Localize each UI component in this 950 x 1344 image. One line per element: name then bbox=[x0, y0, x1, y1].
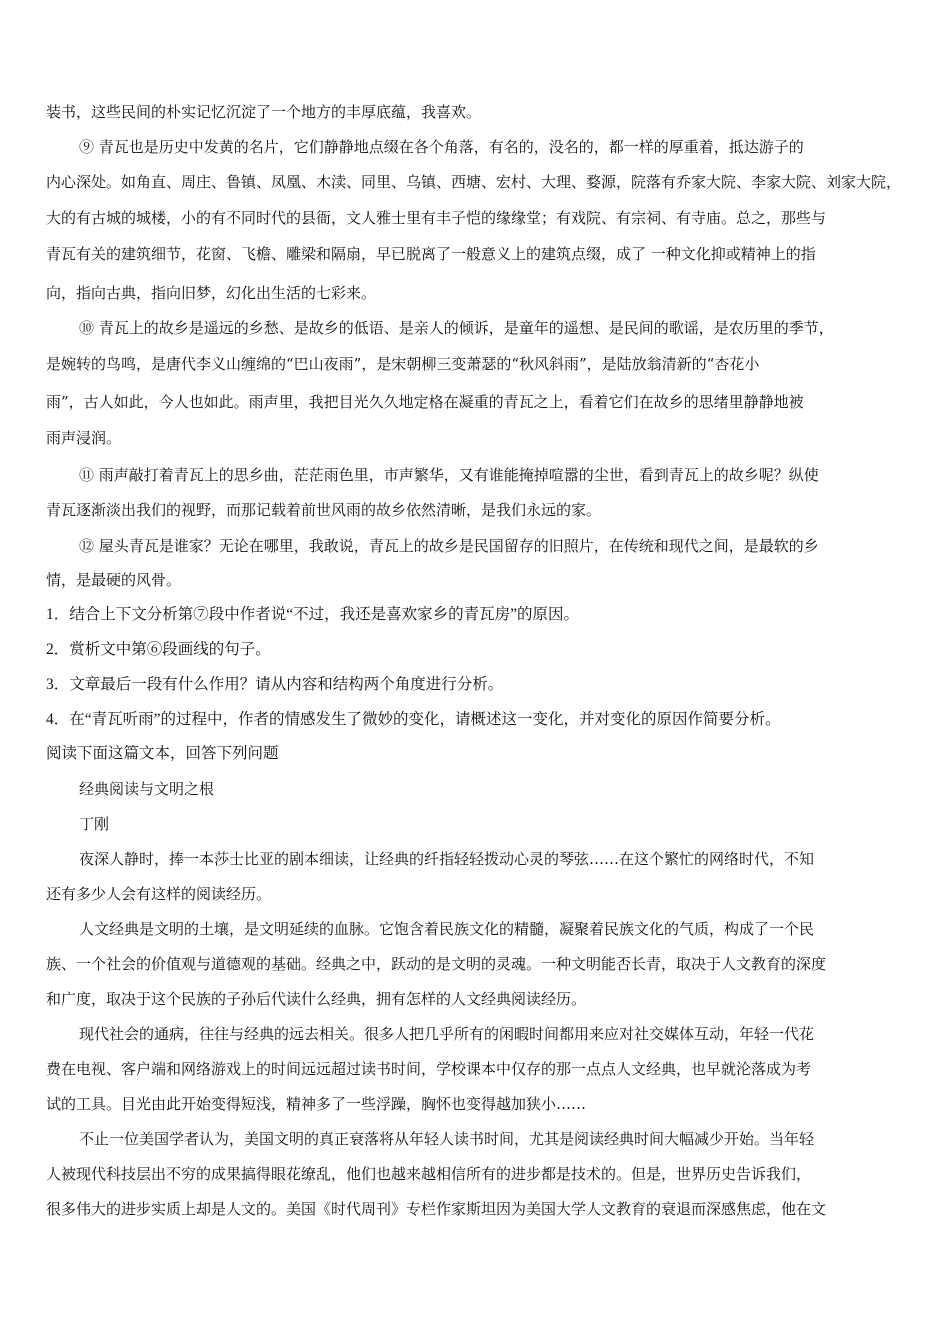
text-line: 向，指向古典，指向旧梦，幻化出生活的七彩来。 bbox=[46, 284, 377, 302]
text-line: 和广度，取决于这个民族的子孙后代读什么经典，拥有怎样的人文经典阅读经历。 bbox=[46, 990, 587, 1008]
text-line: 是婉转的鸟鸣，是唐代李义山缠绵的“巴山夜雨”，是宋朝柳三变萧瑟的“秋风斜雨”，是陆放翁清新的“杏花小 bbox=[46, 355, 760, 373]
text-line: 族、一个社会的价值观与道德观的基础。经典之中，跃动的是文明的灵魂。一种文明能否长青，取决于人文教育的深度 bbox=[46, 955, 827, 973]
reading-instruction: 阅读下面这篇文本，回答下列问题 bbox=[46, 745, 279, 762]
paragraph-11: ⑪ 雨声敲打着青瓦上的思乡曲，茫茫雨色里，市声繁华，又有谁能掩掉喧嚣的尘世，看到青瓦上的故乡呢？纵使 bbox=[79, 466, 819, 484]
text-line: 人被现代科技层出不穷的成果搞得眼花缭乱，他们也越来越相信所有的进步都是技术的。但是，世界历史告诉我们， bbox=[46, 1165, 812, 1183]
text-line: 青瓦有关的建筑细节，花窗、飞檐、雕梁和隔扇，早已脱离了一般意义上的建筑点缀，成了 一种文化抑或精神上的指 bbox=[46, 245, 816, 263]
article-paragraph: 现代社会的通病，往往与经典的远去相关。很多人把几乎所有的闲暇时间都用来应对社交媒体互动，年轻一代花 bbox=[79, 1025, 815, 1043]
article-paragraph: 夜深人静时，捧一本莎士比亚的剧本细读，让经典的纤指轻轻拨动心灵的琴弦……在这个繁忙的网络时代，不知 bbox=[79, 850, 815, 868]
text-line: 内心深处。如角直、周庄、鲁镇、凤凰、木渎、同里、乌镇、西塘、宏村、大理、婺源，院落有乔家大院、李家大院、刘家大院， bbox=[46, 173, 902, 191]
paragraph-10: ⑩ 青瓦上的故乡是遥远的乡愁、是故乡的低语、是亲人的倾诉，是童年的遥想、是民间的歌谣，是农历里的季节， bbox=[79, 319, 834, 337]
question-4: 4．在“青瓦听雨”的过程中，作者的情感发生了微妙的变化，请概述这一变化，并对变化的原因作简要分析。 bbox=[46, 711, 781, 728]
text-line: 很多伟大的进步实质上却是人文的。美国《时代周刊》专栏作家斯坦因为美国大学人文教育的衰退而深感焦虑，他在文 bbox=[46, 1200, 827, 1218]
article-paragraph: 人文经典是文明的土壤，是文明延续的血脉。它饱含着民族文化的精髓，凝聚着民族文化的气质，构成了一个民 bbox=[79, 920, 815, 938]
text-line: 情，是最硬的风骨。 bbox=[46, 571, 182, 589]
article-author: 丁刚 bbox=[79, 815, 110, 833]
text-line: 还有多少人会有这样的阅读经历。 bbox=[46, 885, 272, 903]
paragraph-9: ⑨ 青瓦也是历史中发黄的名片，它们静静地点缀在各个角落，有名的，没名的，都一样的厚重着，抵达游子的 bbox=[79, 138, 804, 156]
question-2: 2．赏析文中第⑥段画线的句子。 bbox=[46, 641, 271, 658]
text-line: 雨”，古人如此，今人也如此。雨声里，我把目光久久地定格在凝重的青瓦之上，看着它们在故乡的思绪里静静地被 bbox=[46, 393, 804, 411]
text-line: 费在电视、客户端和网络游戏上的时间远远超过读书时间，学校课本中仅存的那一点点人文经典，也早就沦落成为考 bbox=[46, 1060, 812, 1078]
text-line: 青瓦逐渐淡出我们的视野，而那记载着前世风雨的故乡依然清晰，是我们永远的家。 bbox=[46, 501, 602, 519]
text-line: 试的工具。目光由此开始变得短浅，精神多了一些浮躁，胸怀也变得越加狭小…… bbox=[46, 1095, 587, 1113]
paragraph-12: ⑫ 屋头青瓦是谁家？无论在哪里，我敢说，青瓦上的故乡是民国留存的旧照片，在传统和现代之间，是最软的乡 bbox=[79, 537, 819, 555]
question-3: 3．文章最后一段有什么作用？请从内容和结构两个角度进行分析。 bbox=[46, 676, 504, 693]
article-title: 经典阅读与文明之根 bbox=[79, 780, 215, 798]
article-paragraph: 不止一位美国学者认为，美国文明的真正衰落将从年轻人读书时间，尤其是阅读经典时间大幅减少开始。当年轻 bbox=[79, 1130, 815, 1148]
text-line: 雨声浸润。 bbox=[46, 429, 122, 447]
question-1: 1．结合上下文分析第⑦段中作者说“不过，我还是喜欢家乡的青瓦房”的原因。 bbox=[46, 606, 580, 623]
text-line: 大的有古城的城楼，小的有不同时代的县衙，文人雅士里有丰子恺的缘缘堂；有戏院、有宗祠、有寺庙。总之，那些与 bbox=[46, 209, 827, 227]
text-line: 装书，这些民间的朴实记忆沉淀了一个地方的丰厚底蕴，我喜欢。 bbox=[46, 103, 482, 121]
